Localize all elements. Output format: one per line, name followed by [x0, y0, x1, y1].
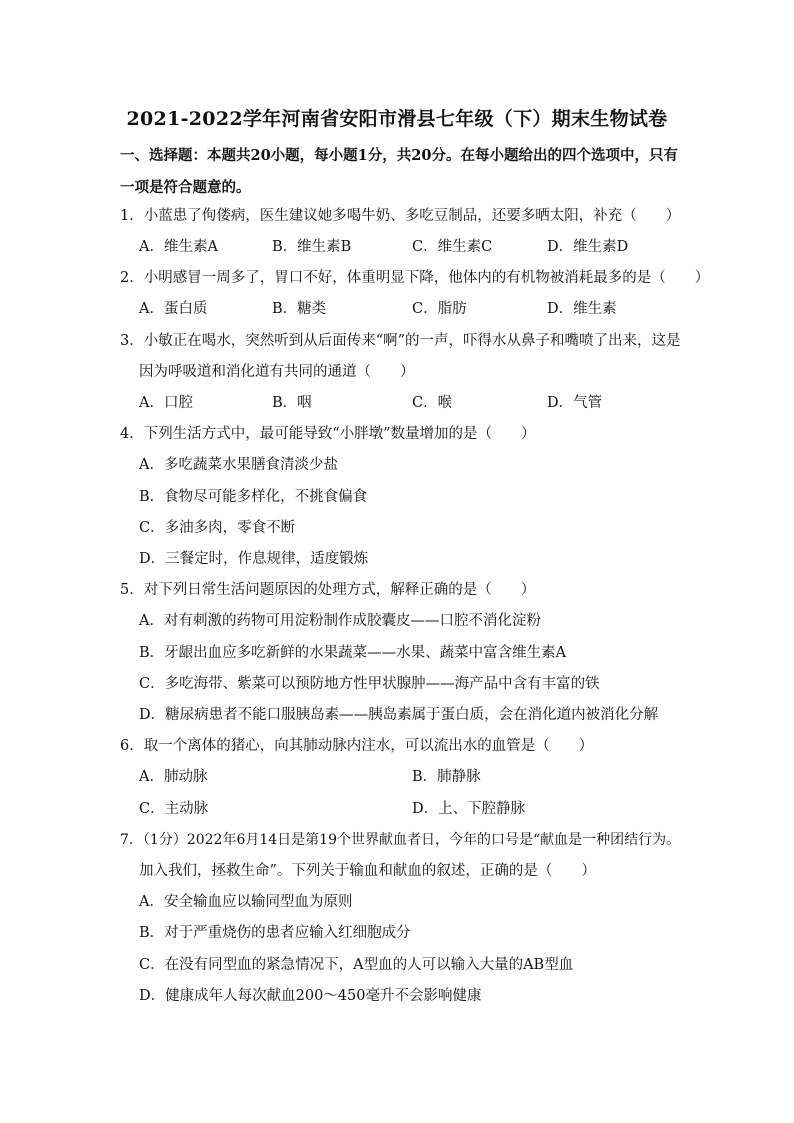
question-5-option-b: B．牙龈出血应多吃新鲜的水果蔬菜——水果、蔬菜中富含维生素A	[139, 645, 567, 661]
question-2-option-a: A．蛋白质	[139, 301, 208, 317]
question-6-option-c: C．主动脉	[139, 801, 209, 817]
question-4-option-b: B．食物尽可能多样化，不挑食偏食	[139, 489, 368, 505]
question-5-option-a: A．对有刺激的药物可用淀粉制作成胶囊皮——口腔不消化淀粉	[139, 613, 541, 629]
section-heading-line-2: 一项是符合题意的。	[120, 179, 251, 196]
question-6-stem: 6．取一个离体的猪心，向其肺动脉内注水，可以流出水的血管是（ ）	[120, 738, 594, 754]
question-4-option-a: A．多吃蔬菜水果膳食清淡少盐	[139, 457, 338, 473]
page-title: 2021-2022学年河南省安阳市滑县七年级（下）期末生物试卷	[126, 108, 668, 130]
question-3-option-d: D．气管	[547, 395, 603, 411]
question-2-option-c: C．脂肪	[412, 301, 467, 317]
question-5-option-d: D．糖尿病患者不能口服胰岛素——胰岛素属于蛋白质，会在消化道内被消化分解	[139, 707, 659, 723]
question-3-option-a: A．口腔	[139, 395, 193, 411]
question-7-stem-line-2: 加入我们，拯救生命”。下列关于输血和献血的叙述，正确的是（ ）	[139, 863, 596, 879]
question-3-option-b: B．咽	[272, 395, 312, 411]
question-4-option-c: C．多油多肉，零食不断	[139, 520, 296, 536]
question-2-option-b: B．糖类	[272, 301, 327, 317]
question-4-stem: 4．下列生活方式中，最可能导致“小胖墩”数量增加的是（ ）	[120, 426, 536, 442]
question-2-option-d: D．维生素	[547, 301, 617, 317]
section-heading-line-1: 一、选择题：本题共20小题，每小题1分，共20分。在每小题给出的四个选项中，只有	[120, 147, 678, 164]
question-7-option-d: D．健康成年人每次献血200～450毫升不会影响健康	[139, 988, 482, 1004]
question-3-stem-line-1: 3．小敏正在喝水，突然听到从后面传来“啊”的一声，吓得水从鼻子和嘴喷了出来，这是	[120, 333, 681, 349]
question-1-option-a: A．维生素A	[139, 239, 218, 255]
question-2-stem: 2．小明感冒一周多了，胃口不好，体重明显下降，他体内的有机物被消耗最多的是（ ）	[120, 270, 710, 286]
question-7-stem-line-1: 7．（1分）2022年6月14日是第19个世界献血者日，今年的口号是“献血是一种团结行为。	[120, 832, 681, 848]
question-6-option-d: D．上、下腔静脉	[412, 801, 526, 817]
question-6-option-a: A．肺动脉	[139, 769, 208, 785]
question-6-option-b: B．肺静脉	[412, 769, 481, 785]
question-7-option-b: B．对于严重烧伤的患者应输入红细胞成分	[139, 925, 411, 941]
question-7-option-c: C．在没有同型血的紧急情况下，A型血的人可以输入大量的AB型血	[139, 957, 574, 973]
question-5-option-c: C．多吃海带、紫菜可以预防地方性甲状腺肿——海产品中含有丰富的铁	[139, 676, 600, 692]
question-7-option-a: A．安全输血应以输同型血为原则	[139, 894, 353, 910]
question-5-stem: 5．对下列日常生活问题原因的处理方式，解释正确的是（ ）	[120, 582, 536, 598]
question-1-stem: 1．小蓝患了佝偻病，医生建议她多喝牛奶、多吃豆制品，还要多晒太阳，补充（ ）	[120, 208, 681, 224]
question-4-option-d: D．三餐定时，作息规律，适度锻炼	[139, 551, 369, 567]
question-3-option-c: C．喉	[412, 395, 453, 411]
question-1-option-c: C．维生素C	[412, 239, 493, 255]
question-1-option-b: B．维生素B	[272, 239, 352, 255]
question-1-option-d: D．维生素D	[547, 239, 629, 255]
question-3-stem-line-2: 因为呼吸道和消化道有共同的通道（ ）	[139, 364, 415, 380]
